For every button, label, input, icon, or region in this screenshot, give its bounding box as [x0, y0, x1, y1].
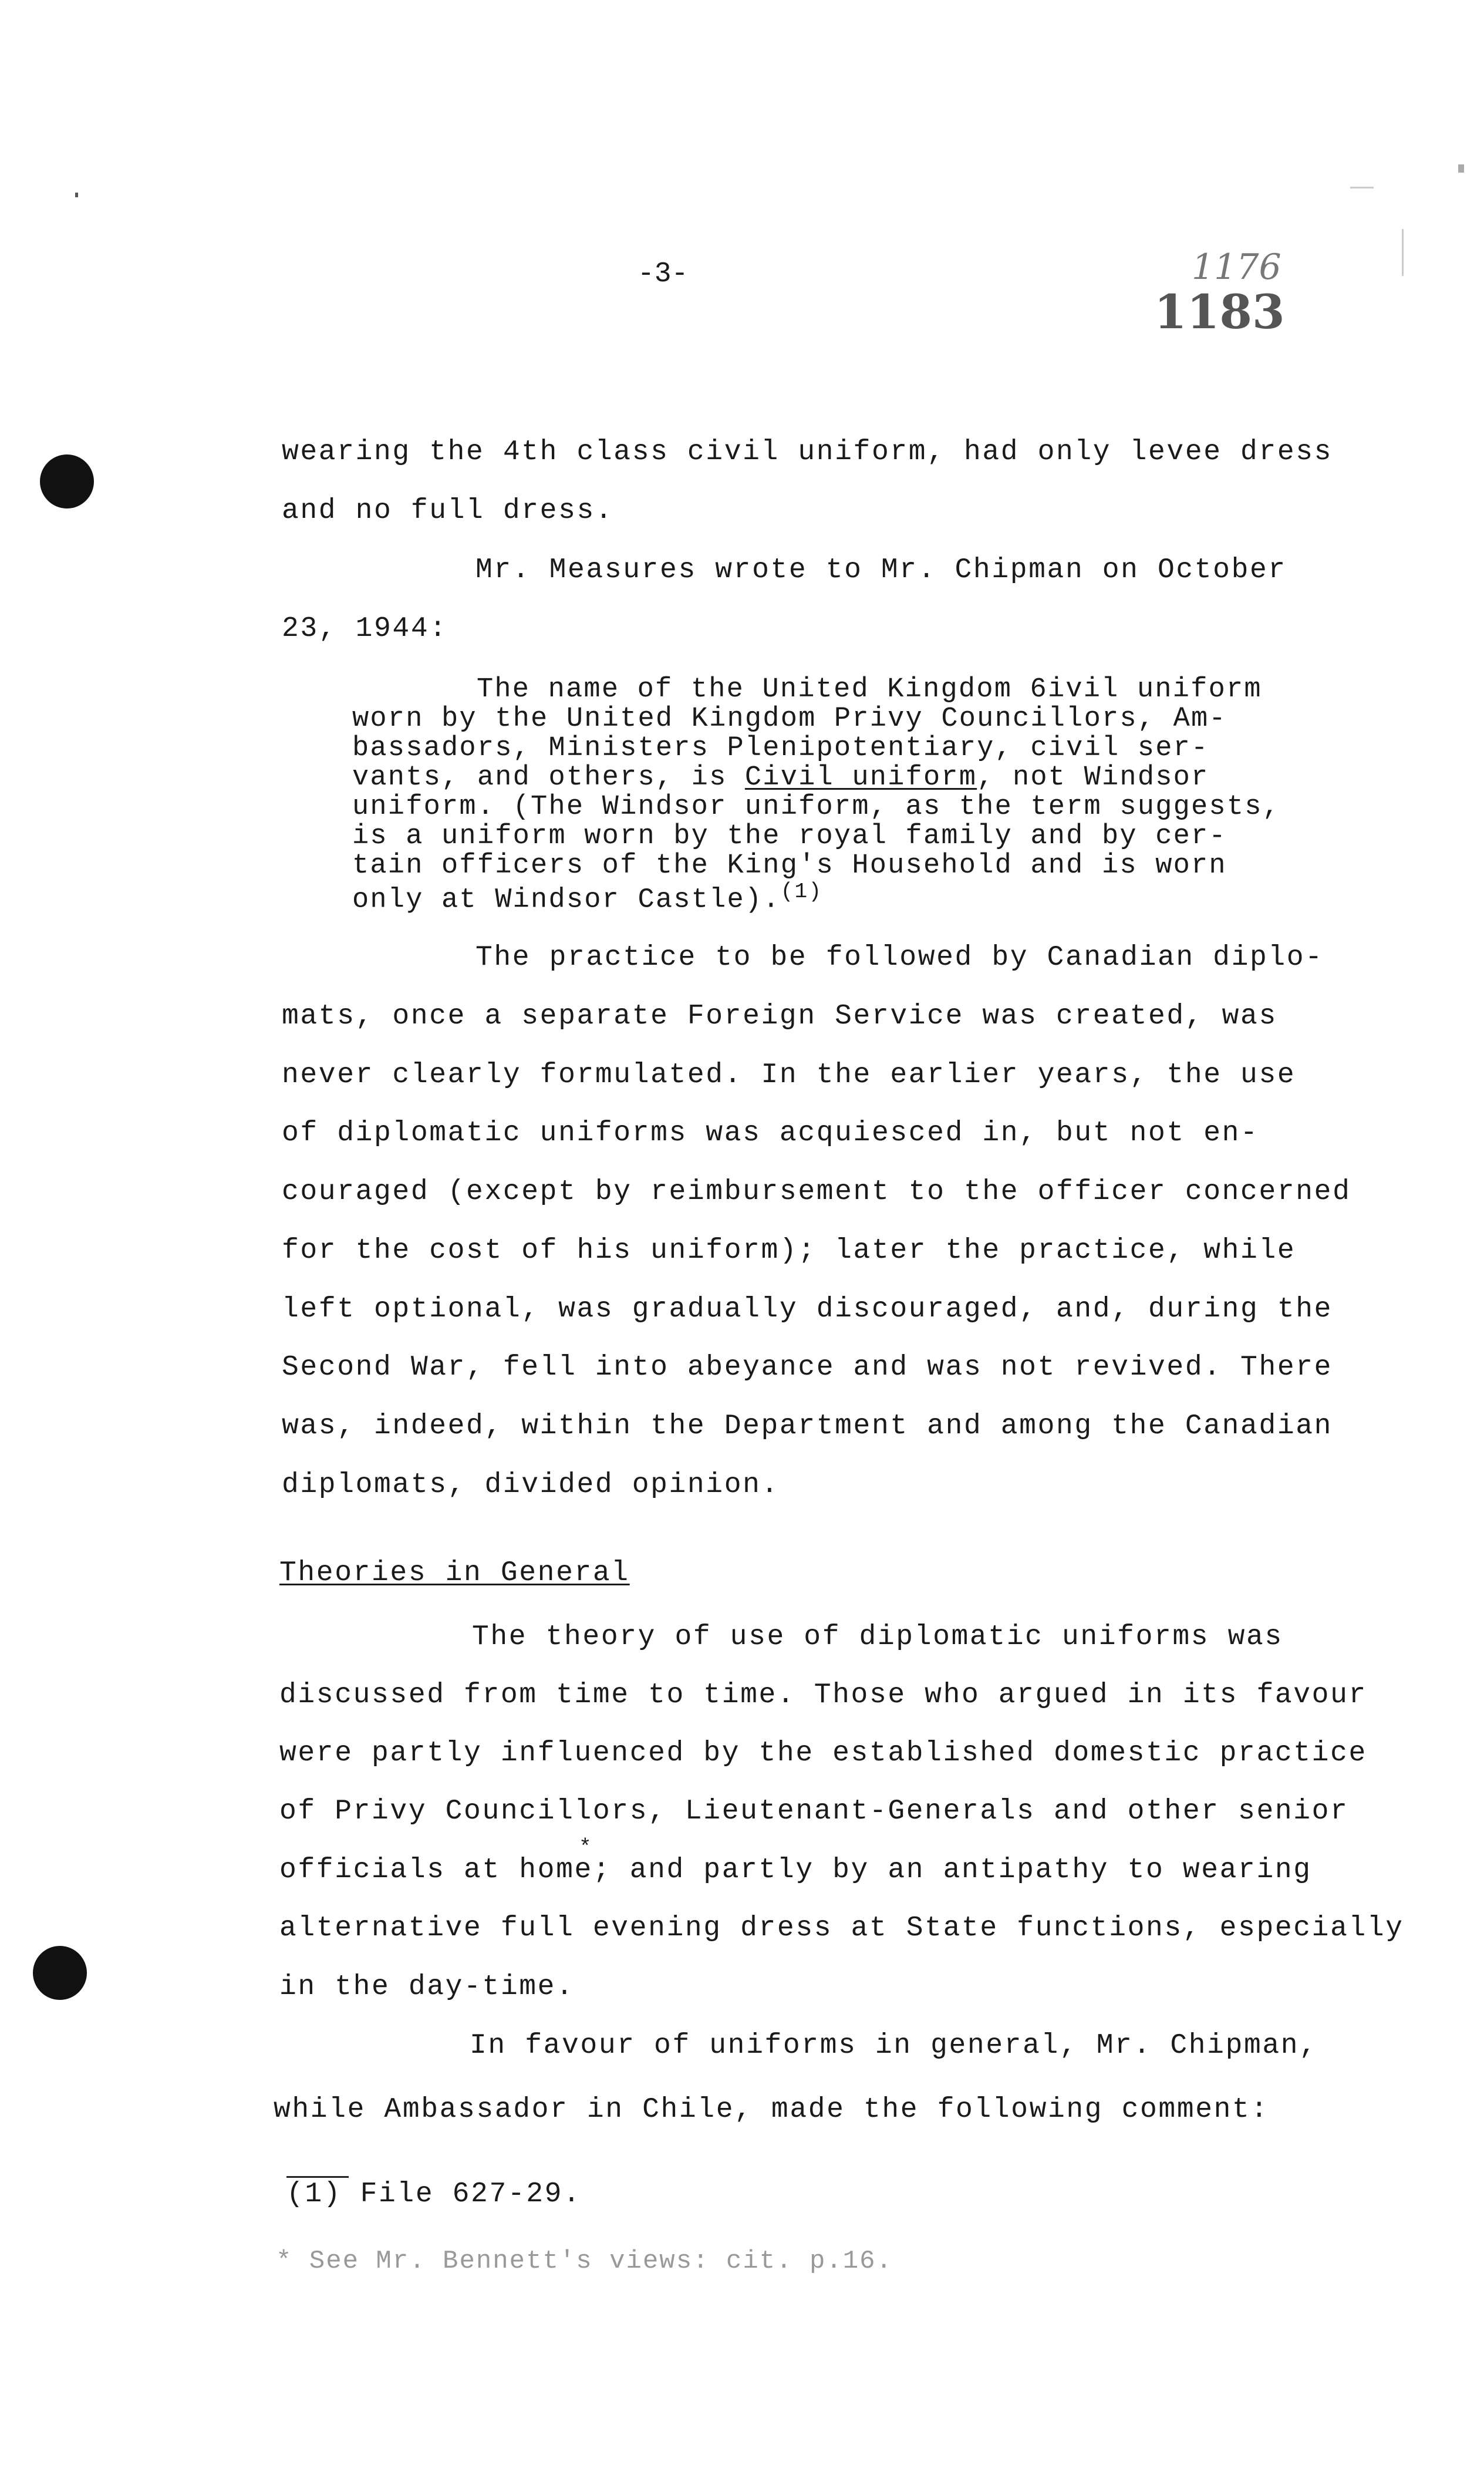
body-line: was, indeed, within the Department and among the Canadian: [282, 1410, 1333, 1442]
body-line: diplomats, divided opinion.: [282, 1469, 780, 1501]
quote-line: uniform. (The Windsor uniform, as the term suggests,: [352, 792, 1281, 823]
body-line: wearing the 4th class civil uniform, had only levee dress: [282, 436, 1333, 468]
quote-line: The name of the United Kingdom 6ivil uniform: [477, 674, 1262, 705]
body-line: in the day-time.: [279, 1971, 575, 2003]
body-line: The practice to be followed by Canadian diplo-: [475, 942, 1324, 974]
footnote-ref: (1): [780, 880, 823, 904]
handwritten-page-number: 1176: [1192, 247, 1281, 288]
quote-line: tain officers of the King's Household and is worn: [352, 850, 1227, 881]
body-line: alternative full evening dress at State functions, especially: [279, 1912, 1404, 1944]
body-line: discussed from time to time. Those who argued in its favour: [279, 1679, 1367, 1711]
quote-line: worn by the United Kingdom Privy Councillors, Am-: [352, 703, 1227, 735]
body-line: left optional, was gradually discouraged, and, during the: [282, 1294, 1333, 1325]
footnote-2: * See Mr. Bennett's views: cit. p.16.: [276, 2247, 893, 2276]
body-line: for the cost of his uniform); later the practice, while: [282, 1235, 1296, 1267]
body-line: In favour of uniforms in general, Mr. Chipman,: [470, 2030, 1318, 2062]
quote-text: , not Windsor: [977, 762, 1209, 793]
punch-hole-top: [40, 454, 94, 508]
body-line: of Privy Councillors, Lieutenant-Generals and other senior: [279, 1796, 1349, 1827]
body-line: 23, 1944:: [282, 613, 448, 645]
quote-text: only at Windsor Castle).: [352, 884, 781, 916]
underlined-term: Civil uniform: [744, 762, 977, 793]
body-line: The theory of use of diplomatic uniforms was: [472, 1621, 1283, 1653]
body-line: and no full dress.: [282, 495, 614, 527]
body-line: while Ambassador in Chile, made the following comment:: [274, 2094, 1269, 2126]
punch-hole-bottom: [33, 1946, 87, 2000]
footnote-1: (1) File 627-29.: [286, 2178, 582, 2210]
body-line: never clearly formulated. In the earlier years, the use: [282, 1059, 1296, 1091]
quote-line: is a uniform worn by the royal family and by cer-: [352, 821, 1227, 852]
scan-speck: [1402, 229, 1404, 276]
scan-speck: [1350, 187, 1374, 188]
page-number: -3-: [638, 258, 689, 290]
quote-text: vants, and others, is: [352, 762, 745, 793]
quote-line-with-underline: [352, 762, 1209, 793]
body-line: couraged (except by reimbursement to the officer concerned: [282, 1176, 1351, 1208]
scan-speck: [75, 193, 78, 197]
quote-line: [352, 880, 822, 916]
body-line: officials at home; and partly by an antipathy to wearing: [279, 1854, 1312, 1886]
body-line: of diplomatic uniforms was acquiesced in, but not en-: [282, 1117, 1259, 1149]
body-line: mats, once a separate Foreign Service was created, was: [282, 1001, 1277, 1032]
body-line: Mr. Measures wrote to Mr. Chipman on October: [475, 554, 1287, 586]
footnote-asterisk: *: [579, 1836, 592, 1860]
quote-line: bassadors, Ministers Plenipotentiary, civil ser-: [352, 733, 1209, 764]
section-heading: Theories in General: [279, 1557, 630, 1589]
footnote-rule: [286, 2176, 349, 2178]
stamped-page-number: 1183: [1154, 284, 1285, 339]
body-line: were partly influenced by the established domestic practice: [279, 1737, 1367, 1769]
body-line: Second War, fell into abeyance and was not revived. There: [282, 1352, 1333, 1383]
scan-speck: [1458, 164, 1464, 173]
